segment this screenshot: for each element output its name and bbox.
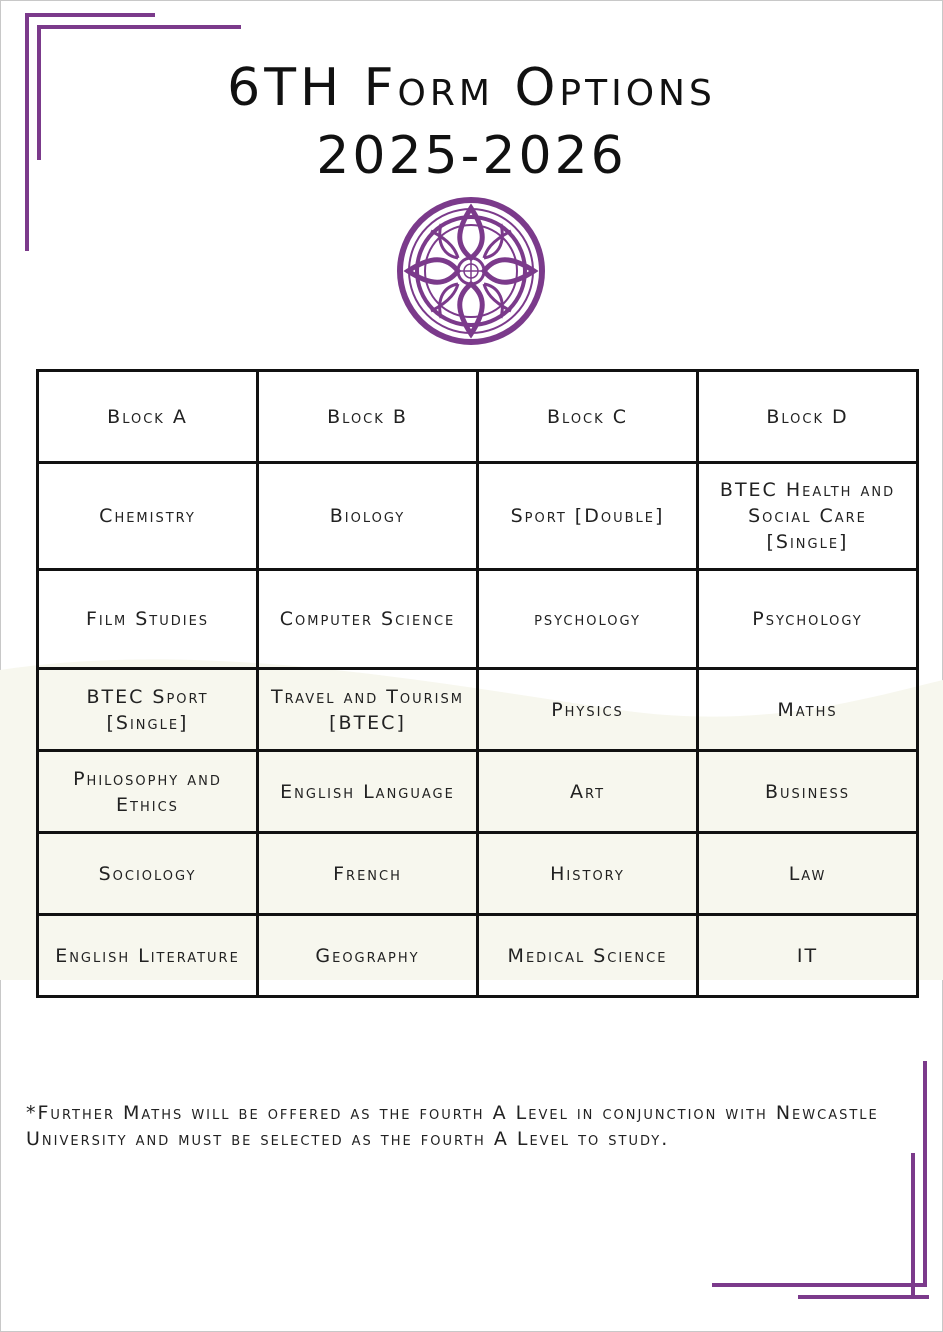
table-cell: Sociology [38,833,258,915]
table-cell: Maths [698,669,918,751]
column-header-block-d: Block D [698,371,918,463]
table-cell: Sport [Double] [478,463,698,570]
page-year: 2025-2026 [316,126,627,186]
table-row [38,751,918,833]
table-cell: English Literature [38,915,258,997]
table-cell: Chemistry [38,463,258,570]
table-cell: Computer Science [258,570,478,669]
table-cell: BTEC Sport [Single] [38,669,258,751]
table-cell: Geography [258,915,478,997]
table-cell: History [478,833,698,915]
table-cell: Philosophy and Ethics [38,751,258,833]
table-cell: Physics [478,669,698,751]
column-header-block-c: Block C [478,371,698,463]
table-cell: French [258,833,478,915]
table-cell: BTEC Health and Social Care [Single] [698,463,918,570]
table-cell: Biology [258,463,478,570]
corner-bracket-bottom-right-inner-h [712,1283,927,1287]
table-cell: Art [478,751,698,833]
column-header-block-a: Block A [38,371,258,463]
corner-bracket-bottom-right-outer-v [911,1153,915,1299]
page-title: 6TH Form Options [227,58,716,118]
table-row [38,915,918,997]
table-cell: Psychology [698,570,918,669]
column-header-block-b: Block B [258,371,478,463]
table-cell: English Language [258,751,478,833]
table-cell: IT [698,915,918,997]
corner-bracket-top-left-inner-h [37,25,241,29]
table-header-row [38,371,918,463]
corner-bracket-bottom-right-outer-h [798,1295,929,1299]
corner-bracket-bottom-right-inner-v [923,1061,927,1287]
footnote: *Further Maths will be offered as the fourth A Level in conjunction with Newcastle University and must be selected as the fourth A Level to study. [26,1102,879,1150]
options-table [36,369,919,998]
table-cell: Medical Science [478,915,698,997]
table-row [38,570,918,669]
table-row [38,669,918,751]
table-cell: Film Studies [38,570,258,669]
table-cell: psychology [478,570,698,669]
table-row [38,833,918,915]
table-cell: Business [698,751,918,833]
corner-bracket-top-left-outer-h [25,13,155,17]
table-cell: Travel and Tourism [BTEC] [258,669,478,751]
table-cell: Law [698,833,918,915]
table-row [38,463,918,570]
celtic-cross-emblem-icon [396,196,546,346]
